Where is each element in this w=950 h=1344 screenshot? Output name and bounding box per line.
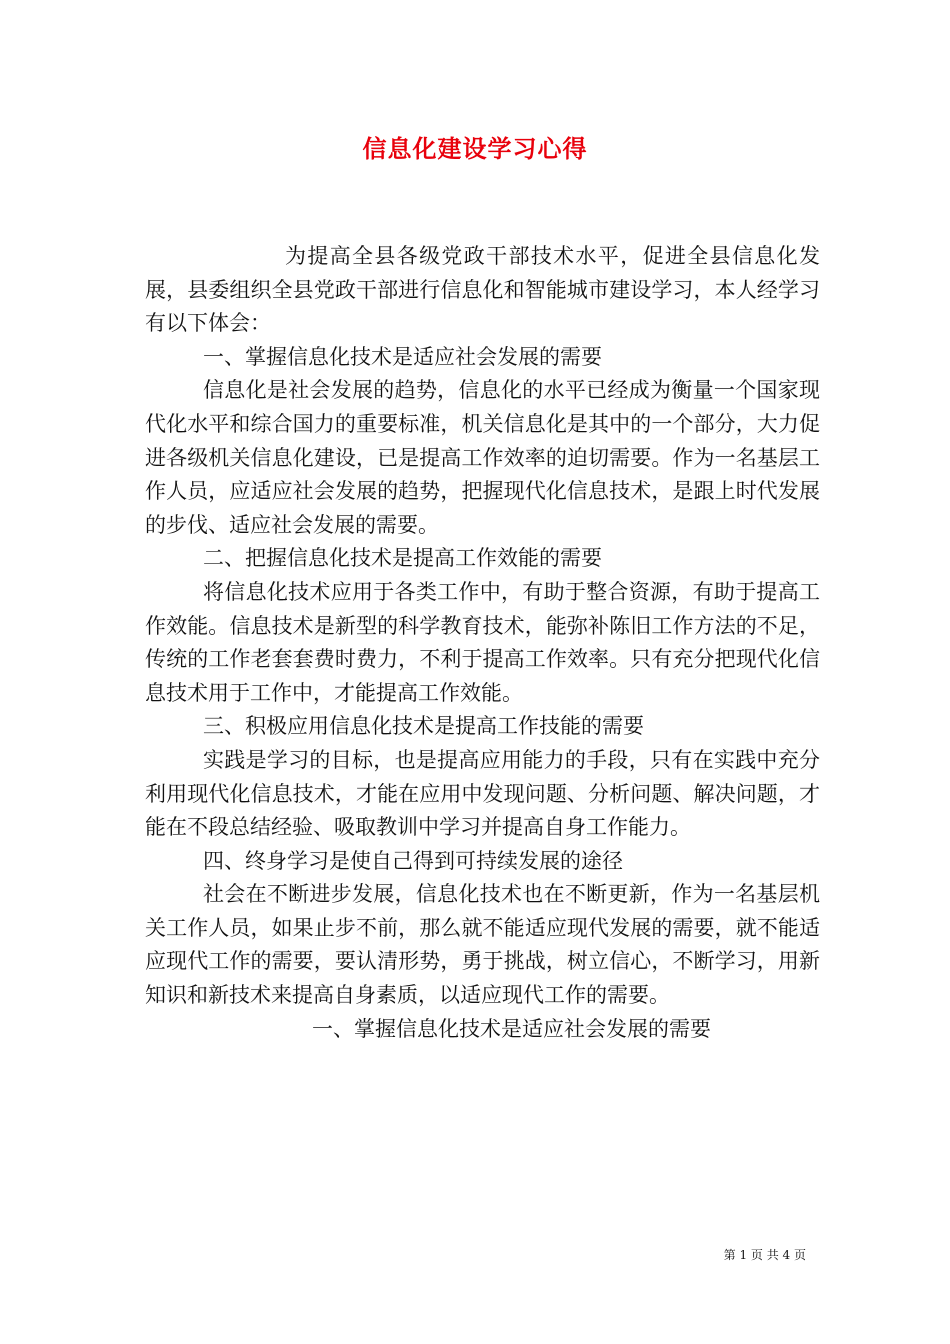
section-paragraph-1: 信息化是社会发展的趋势，信息化的水平已经成为衡量一个国家现代化水平和综合国力的重要标准，机关信息化是其中的一个部分，大力促进各级机关信息化建设，已是提高工作效率的迫切需要。作为一名基层工作人员，应适应社会发展的趋势，把握现代化信息技术，是跟上时代发展的步伐、适应社会发展的需要。 [145, 378, 820, 537]
repeated-heading: 一、掌握信息化技术是适应社会发展的需要 [312, 1016, 711, 1041]
section-paragraph-2: 将信息化技术应用于各类工作中，有助于整合资源，有助于提高工作效能。信息技术是新型的科学教育技术，能弥补陈旧工作方法的不足，传统的工作老套套费时费力，不利于提高工作效率。只有充分把现代化信息技术用于工作中，才能提高工作效能。 [145, 579, 820, 705]
section-paragraph-4: 社会在不断进步发展，信息化技术也在不断更新，作为一名基层机关工作人员，如果止步不前，那么就不能适应现代发展的需要，就不能适应现代工作的需要，要认清形势，勇于挑战，树立信心，不断学习，用新知识和新技术来提高自身素质，以适应现代工作的需要。 [145, 882, 820, 1008]
intro-paragraph: 为提高全县各级党政干部技术水平，促进全县信息化发展，县委组织全县党政干部进行信息化和智能城市建设学习，本人经学习有以下体会： [145, 244, 820, 336]
section-heading-4: 四、终身学习是使自己得到可持续发展的途径 [203, 848, 623, 873]
document-title: 信息化建设学习心得 [362, 134, 588, 163]
page-number-footer: 第 1 页 共 4 页 [723, 1248, 806, 1262]
document-body [145, 240, 820, 1046]
section-heading-2: 二、把握信息化技术是提高工作效能的需要 [203, 546, 602, 571]
section-paragraph-3: 实践是学习的目标，也是提高应用能力的手段，只有在实践中充分利用现代化信息技术，才能在应用中发现问题、分析问题、解决问题，才能在不段总结经验、吸取教训中学习并提高自身工作能力。 [145, 747, 820, 840]
section-heading-1: 一、掌握信息化技术是适应社会发展的需要 [203, 344, 602, 369]
section-heading-3: 三、积极应用信息化技术是提高工作技能的需要 [203, 714, 644, 739]
